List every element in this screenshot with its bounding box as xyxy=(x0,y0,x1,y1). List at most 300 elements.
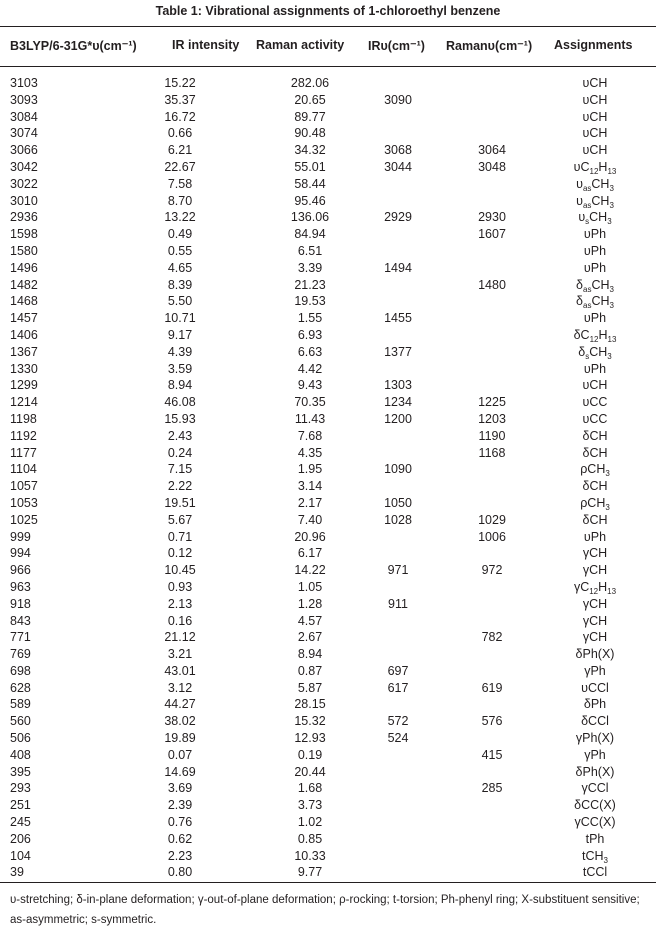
cell-ir-intensity: 15.22 xyxy=(164,76,196,90)
table-row xyxy=(0,680,656,697)
cell-assignment xyxy=(545,663,645,680)
assignment-base: υ xyxy=(576,176,583,191)
cell-calc-frequency: 1330 xyxy=(10,361,38,376)
cell-ir-intensity: 2.39 xyxy=(167,798,193,813)
cell-ir-intensity: 0.49 xyxy=(167,227,193,242)
cell-raman-activity: 9.43 xyxy=(297,378,323,393)
cell-ir-intensity: 16.72 xyxy=(164,109,196,124)
cell-raman-activity: 21.23 xyxy=(294,277,326,292)
assignment-base: υPh xyxy=(583,529,607,544)
cell-assignment xyxy=(545,344,645,361)
assignment-base: δC xyxy=(573,327,590,342)
cell-calc-frequency: 506 xyxy=(10,731,31,746)
assignment-base: υPh xyxy=(583,243,607,258)
cell-calc-frequency: 771 xyxy=(10,630,31,645)
assignment-base: υ xyxy=(576,193,583,208)
cell-raman-activity: 1.55 xyxy=(297,311,323,326)
cell-calc-frequency: 1457 xyxy=(10,311,38,326)
assignment-sub2: 3 xyxy=(607,351,612,361)
assignment-mid: CH xyxy=(591,193,610,208)
cell-ir-observed: 1234 xyxy=(384,395,412,410)
cell-calc-frequency: 1482 xyxy=(10,277,38,292)
cell-calc-frequency: 589 xyxy=(10,697,31,712)
cell-assignment xyxy=(545,864,645,881)
cell-ir-intensity: 0.66 xyxy=(167,126,193,141)
cell-ir-intensity: 3.21 xyxy=(167,647,193,662)
assignment-sub: 12 xyxy=(589,586,599,596)
table-row xyxy=(0,747,656,764)
cell-calc-frequency: 1367 xyxy=(10,344,38,359)
cell-raman-activity: 1.05 xyxy=(297,579,323,594)
table-row xyxy=(0,159,656,176)
cell-raman-activity: 6.93 xyxy=(297,327,323,342)
assignment-base: υPh xyxy=(583,227,607,242)
cell-ir-intensity: 6.21 xyxy=(167,143,193,158)
cell-raman-observed: 782 xyxy=(481,630,503,645)
assignment-sub2: 13 xyxy=(607,166,617,176)
header-ir-intensity: IR intensity xyxy=(172,38,240,52)
cell-ir-intensity: 0.55 xyxy=(167,243,193,258)
cell-assignment xyxy=(545,209,645,226)
cell-ir-observed: 2929 xyxy=(384,210,412,225)
cell-assignment xyxy=(545,394,645,411)
assignment-mid: CH xyxy=(589,210,608,225)
cell-assignment xyxy=(545,764,645,781)
assignment-base: δCH xyxy=(582,445,608,460)
cell-ir-intensity: 7.58 xyxy=(167,176,193,191)
cell-raman-activity: 6.51 xyxy=(297,243,323,258)
assignment-base: δ xyxy=(576,277,583,292)
assignment-base: υCCl xyxy=(581,680,609,695)
table-row xyxy=(0,428,656,445)
assignment-base: δPh(X) xyxy=(575,764,615,779)
cell-calc-frequency: 843 xyxy=(10,613,31,628)
cell-raman-observed: 3048 xyxy=(478,159,506,174)
header-raman-observed: Ramanυ(cm⁻¹) xyxy=(446,39,533,53)
assignment-sub: as xyxy=(582,183,592,193)
assignment-base: δ xyxy=(578,344,586,359)
cell-raman-observed: 1168 xyxy=(478,445,506,460)
cell-assignment xyxy=(545,596,645,613)
assignment-mid: CH xyxy=(589,344,608,359)
assignment-base: γCH xyxy=(582,613,608,628)
table-row xyxy=(0,109,656,126)
assignment-sub2: 13 xyxy=(607,334,617,344)
cell-assignment xyxy=(545,125,645,142)
cell-ir-intensity: 0.07 xyxy=(167,747,193,762)
cell-ir-intensity: 10.71 xyxy=(164,311,196,326)
cell-ir-intensity: 0.24 xyxy=(167,445,193,460)
cell-raman-activity: 20.44 xyxy=(294,764,326,779)
cell-assignment xyxy=(545,629,645,646)
cell-assignment xyxy=(545,310,645,327)
cell-ir-observed: 3068 xyxy=(384,143,412,158)
cell-calc-frequency: 1468 xyxy=(10,294,38,309)
cell-raman-activity: 70.35 xyxy=(294,395,326,410)
cell-calc-frequency: 560 xyxy=(10,714,31,729)
cell-calc-frequency: 1192 xyxy=(10,428,37,443)
cell-assignment xyxy=(545,680,645,697)
assignment-base: δPh xyxy=(583,697,607,712)
table-row xyxy=(0,361,656,378)
cell-assignment xyxy=(545,831,645,848)
cell-raman-activity: 84.94 xyxy=(294,227,326,242)
cell-calc-frequency: 206 xyxy=(10,831,31,846)
table-row xyxy=(0,411,656,428)
assignment-base: γCH xyxy=(582,630,608,645)
cell-ir-intensity: 43.01 xyxy=(164,663,196,678)
table-row xyxy=(0,327,656,344)
table-row xyxy=(0,176,656,193)
assignment-base: γPh(X) xyxy=(575,731,615,746)
cell-assignment xyxy=(545,545,645,562)
assignment-base: δCH xyxy=(582,512,608,527)
assignment-base: γPh xyxy=(584,747,606,762)
cell-raman-activity: 0.85 xyxy=(297,831,323,846)
assignment-base: δCC(X) xyxy=(574,798,616,813)
table-row xyxy=(0,713,656,730)
cell-assignment xyxy=(545,428,645,445)
cell-ir-intensity: 0.12 xyxy=(167,546,193,561)
cell-calc-frequency: 1104 xyxy=(10,462,37,477)
table-row xyxy=(0,512,656,529)
table-row xyxy=(0,562,656,579)
assignment-mid: CH xyxy=(591,176,610,191)
cell-calc-frequency: 3103 xyxy=(10,76,38,90)
assignment-base: υC xyxy=(573,159,590,174)
table-row xyxy=(0,529,656,546)
cell-assignment xyxy=(545,613,645,630)
cell-raman-activity: 3.14 xyxy=(297,479,323,494)
cell-ir-intensity: 4.65 xyxy=(167,260,193,275)
cell-calc-frequency: 1177 xyxy=(10,445,37,460)
cell-calc-frequency: 251 xyxy=(10,798,31,813)
assignment-base: γCH xyxy=(582,546,608,561)
table-row xyxy=(0,797,656,814)
cell-ir-observed: 1455 xyxy=(384,311,412,326)
cell-calc-frequency: 1580 xyxy=(10,243,38,258)
cell-calc-frequency: 1598 xyxy=(10,227,38,242)
table-row xyxy=(0,243,656,260)
cell-raman-activity: 9.77 xyxy=(297,865,323,880)
table-row xyxy=(0,663,656,680)
cell-ir-observed: 1377 xyxy=(384,344,412,359)
cell-ir-intensity: 19.89 xyxy=(164,731,196,746)
cell-assignment xyxy=(545,579,645,596)
cell-calc-frequency: 3066 xyxy=(10,143,38,158)
cell-raman-activity: 6.63 xyxy=(297,344,323,359)
cell-raman-activity: 19.53 xyxy=(294,294,326,309)
cell-raman-activity: 7.68 xyxy=(297,428,323,443)
cell-ir-intensity: 0.93 xyxy=(167,579,193,594)
cell-raman-activity: 0.87 xyxy=(297,663,323,678)
cell-calc-frequency: 3074 xyxy=(10,126,38,141)
cell-assignment xyxy=(545,478,645,495)
cell-assignment xyxy=(545,814,645,831)
cell-raman-activity: 1.02 xyxy=(297,815,323,830)
assignment-base: γCCl xyxy=(581,781,609,796)
table-row xyxy=(0,780,656,797)
cell-raman-activity: 2.17 xyxy=(297,495,323,510)
cell-calc-frequency: 1299 xyxy=(10,378,38,393)
cell-assignment xyxy=(545,848,645,865)
cell-assignment xyxy=(545,361,645,378)
cell-assignment xyxy=(545,495,645,512)
cell-raman-activity: 5.87 xyxy=(297,680,323,695)
assignment-sub: s xyxy=(585,351,590,361)
assignment-base: γCH xyxy=(582,596,608,611)
assignment-base: δPh(X) xyxy=(575,647,615,662)
cell-raman-observed: 1029 xyxy=(478,512,506,527)
cell-calc-frequency: 3022 xyxy=(10,176,38,191)
assignment-mid: H xyxy=(598,579,608,594)
cell-raman-activity: 136.06 xyxy=(290,210,330,225)
cell-ir-intensity: 9.17 xyxy=(167,327,193,342)
cell-raman-observed: 2930 xyxy=(478,210,506,225)
cell-raman-observed: 1480 xyxy=(478,277,506,292)
cell-raman-activity: 8.94 xyxy=(297,647,323,662)
cell-assignment xyxy=(545,159,645,176)
table-row xyxy=(0,445,656,462)
cell-raman-activity: 10.33 xyxy=(294,848,326,863)
assignment-sub: as xyxy=(583,301,592,311)
table-row xyxy=(0,260,656,277)
assignment-sub2: 3 xyxy=(609,284,614,294)
cell-assignment xyxy=(545,713,645,730)
cell-ir-observed: 911 xyxy=(388,596,408,611)
assignment-base: υPh xyxy=(583,361,607,376)
assignment-sub: 3 xyxy=(603,855,608,865)
table-header xyxy=(0,38,656,54)
cell-ir-observed: 1200 xyxy=(384,411,412,426)
cell-assignment xyxy=(545,109,645,126)
assignment-base: υCH xyxy=(582,109,608,124)
cell-calc-frequency: 3042 xyxy=(10,159,38,174)
table-title: Table 1: Vibrational assignments of 1-chloroethyl benzene xyxy=(155,4,501,18)
assignment-mid: H xyxy=(598,159,608,174)
table-row xyxy=(0,613,656,630)
assignment-base: υCH xyxy=(582,92,608,107)
assignment-sub: 3 xyxy=(605,502,610,512)
assignment-base: γCH xyxy=(582,563,608,578)
cell-raman-activity: 1.68 xyxy=(297,781,323,796)
cell-assignment xyxy=(545,277,645,294)
table-row xyxy=(0,495,656,512)
table-row xyxy=(0,277,656,294)
cell-calc-frequency: 1406 xyxy=(10,327,38,342)
cell-calc-frequency: 293 xyxy=(10,781,31,796)
cell-raman-activity: 15.32 xyxy=(294,714,326,729)
cell-assignment xyxy=(545,646,645,663)
assignment-sub: as xyxy=(582,200,592,210)
assignment-base: tCH xyxy=(582,848,604,863)
cell-raman-observed: 972 xyxy=(481,563,503,578)
cell-ir-intensity: 3.12 xyxy=(167,680,193,695)
cell-ir-intensity: 38.02 xyxy=(164,714,196,729)
cell-ir-intensity: 7.15 xyxy=(167,462,193,477)
cell-raman-observed: 1203 xyxy=(478,411,506,426)
table-row xyxy=(0,310,656,327)
table-row xyxy=(0,629,656,646)
cell-ir-intensity: 5.50 xyxy=(167,294,193,309)
cell-calc-frequency: 1198 xyxy=(10,411,37,426)
cell-raman-activity: 3.73 xyxy=(297,798,323,813)
table-body xyxy=(0,75,656,881)
header-calc-frequency: B3LYP/6-31G*υ(cm⁻¹) xyxy=(10,39,137,53)
cell-calc-frequency: 963 xyxy=(10,579,31,594)
cell-raman-activity: 2.67 xyxy=(297,630,323,645)
cell-ir-intensity: 15.93 xyxy=(164,411,196,426)
cell-raman-activity: 1.28 xyxy=(297,596,323,611)
cell-calc-frequency: 1025 xyxy=(10,512,38,527)
cell-ir-intensity: 2.13 xyxy=(167,596,193,611)
cell-ir-observed: 971 xyxy=(387,563,409,578)
assignment-base: ρCH xyxy=(580,462,606,477)
header-rule xyxy=(0,66,656,67)
cell-raman-activity: 4.42 xyxy=(297,361,323,376)
header-raman-activity: Raman activity xyxy=(256,38,345,52)
cell-ir-intensity: 2.22 xyxy=(167,479,193,494)
cell-ir-intensity: 46.08 xyxy=(164,395,196,410)
table-row xyxy=(0,596,656,613)
cell-calc-frequency: 1214 xyxy=(10,395,38,410)
table-row xyxy=(0,461,656,478)
cell-raman-activity: 7.40 xyxy=(297,512,323,527)
cell-ir-observed: 617 xyxy=(387,680,409,695)
cell-ir-intensity: 0.16 xyxy=(167,613,193,628)
cell-raman-activity: 20.96 xyxy=(294,529,326,544)
cell-calc-frequency: 999 xyxy=(10,529,31,544)
cell-assignment xyxy=(545,696,645,713)
assignment-base: δCCl xyxy=(581,714,609,729)
cell-assignment xyxy=(545,529,645,546)
table-row xyxy=(0,193,656,210)
assignment-base: tCCl xyxy=(582,865,608,880)
cell-ir-intensity: 0.71 xyxy=(167,529,193,544)
table-row xyxy=(0,864,656,881)
cell-assignment xyxy=(545,730,645,747)
assignment-sub2: 13 xyxy=(607,586,617,596)
assignment-mid: CH xyxy=(591,294,610,309)
cell-ir-intensity: 2.43 xyxy=(167,428,193,443)
cell-ir-observed: 1494 xyxy=(384,260,412,275)
cell-raman-activity: 34.32 xyxy=(294,143,326,158)
cell-ir-intensity: 44.27 xyxy=(164,697,196,712)
cell-raman-observed: 1607 xyxy=(478,227,506,242)
cell-ir-observed: 1303 xyxy=(384,378,412,393)
cell-ir-intensity: 8.70 xyxy=(167,193,193,208)
cell-ir-observed: 3090 xyxy=(384,92,412,107)
table-row xyxy=(0,579,656,596)
assignment-base: υCC xyxy=(582,411,608,426)
cell-assignment xyxy=(545,797,645,814)
assignment-mid: H xyxy=(598,327,608,342)
cell-assignment xyxy=(545,92,645,109)
table-row xyxy=(0,545,656,562)
cell-raman-observed: 415 xyxy=(481,747,503,762)
table-row xyxy=(0,646,656,663)
cell-ir-intensity: 0.80 xyxy=(167,865,193,880)
cell-ir-observed: 524 xyxy=(387,731,409,746)
cell-ir-intensity: 5.67 xyxy=(167,512,193,527)
cell-raman-activity: 4.57 xyxy=(297,613,323,628)
cell-ir-intensity: 2.23 xyxy=(167,848,193,863)
cell-ir-intensity: 21.12 xyxy=(164,630,196,645)
table-row xyxy=(0,293,656,310)
cell-calc-frequency: 2936 xyxy=(10,210,38,225)
assignment-base: υCC xyxy=(582,395,608,410)
cell-ir-intensity: 4.39 xyxy=(167,344,193,359)
cell-calc-frequency: 3084 xyxy=(10,109,38,124)
cell-raman-activity: 20.65 xyxy=(294,92,326,107)
cell-calc-frequency: 245 xyxy=(10,815,31,830)
cell-ir-observed: 1050 xyxy=(384,495,412,510)
cell-ir-intensity: 10.45 xyxy=(164,563,196,578)
cell-calc-frequency: 3010 xyxy=(10,193,38,208)
header-assignments: Assignments xyxy=(554,38,633,52)
assignment-base: δCH xyxy=(582,479,608,494)
cell-calc-frequency: 395 xyxy=(10,764,31,779)
cell-raman-activity: 55.01 xyxy=(294,159,326,174)
cell-calc-frequency: 994 xyxy=(10,546,31,561)
cell-ir-intensity: 8.39 xyxy=(167,277,193,292)
assignment-sub: s xyxy=(585,217,590,227)
cell-assignment xyxy=(545,193,645,210)
cell-raman-observed: 285 xyxy=(481,781,503,796)
table-row xyxy=(0,730,656,747)
cell-ir-observed: 3044 xyxy=(384,159,412,174)
cell-calc-frequency: 1057 xyxy=(10,479,38,494)
bottom-rule xyxy=(0,882,656,883)
cell-ir-intensity: 8.94 xyxy=(167,378,193,393)
table-row xyxy=(0,344,656,361)
cell-ir-observed: 697 xyxy=(387,663,409,678)
cell-assignment xyxy=(545,747,645,764)
cell-raman-activity: 95.46 xyxy=(294,193,326,208)
cell-ir-intensity: 13.22 xyxy=(164,210,196,225)
table-row xyxy=(0,142,656,159)
cell-ir-intensity: 14.69 xyxy=(164,764,196,779)
assignment-base: υCH xyxy=(582,143,608,158)
assignment-sub: 12 xyxy=(589,334,599,344)
assignment-sub: 12 xyxy=(589,166,599,176)
table-row xyxy=(0,696,656,713)
cell-ir-intensity: 22.67 xyxy=(164,159,196,174)
cell-raman-activity: 6.17 xyxy=(297,546,323,561)
cell-ir-intensity: 0.76 xyxy=(167,815,193,830)
cell-raman-observed: 1225 xyxy=(478,395,506,410)
assignment-base: γPh xyxy=(584,663,606,678)
cell-raman-observed: 1006 xyxy=(478,529,506,544)
assignment-base: υCH xyxy=(582,378,608,393)
cell-assignment xyxy=(545,512,645,529)
cell-assignment xyxy=(545,780,645,797)
assignment-base: δ xyxy=(576,294,583,309)
cell-assignment xyxy=(545,75,645,92)
cell-raman-activity: 58.44 xyxy=(294,176,326,191)
cell-assignment xyxy=(545,445,645,462)
table-row xyxy=(0,831,656,848)
assignment-base: υCH xyxy=(582,126,608,141)
cell-ir-observed: 1028 xyxy=(384,512,412,527)
cell-calc-frequency: 918 xyxy=(10,596,31,611)
cell-raman-activity: 3.39 xyxy=(297,260,323,275)
cell-assignment xyxy=(545,327,645,344)
assignment-sub2: 3 xyxy=(609,183,614,193)
cell-raman-observed: 1190 xyxy=(478,428,506,443)
cell-calc-frequency: 1496 xyxy=(10,260,38,275)
table-row xyxy=(0,209,656,226)
